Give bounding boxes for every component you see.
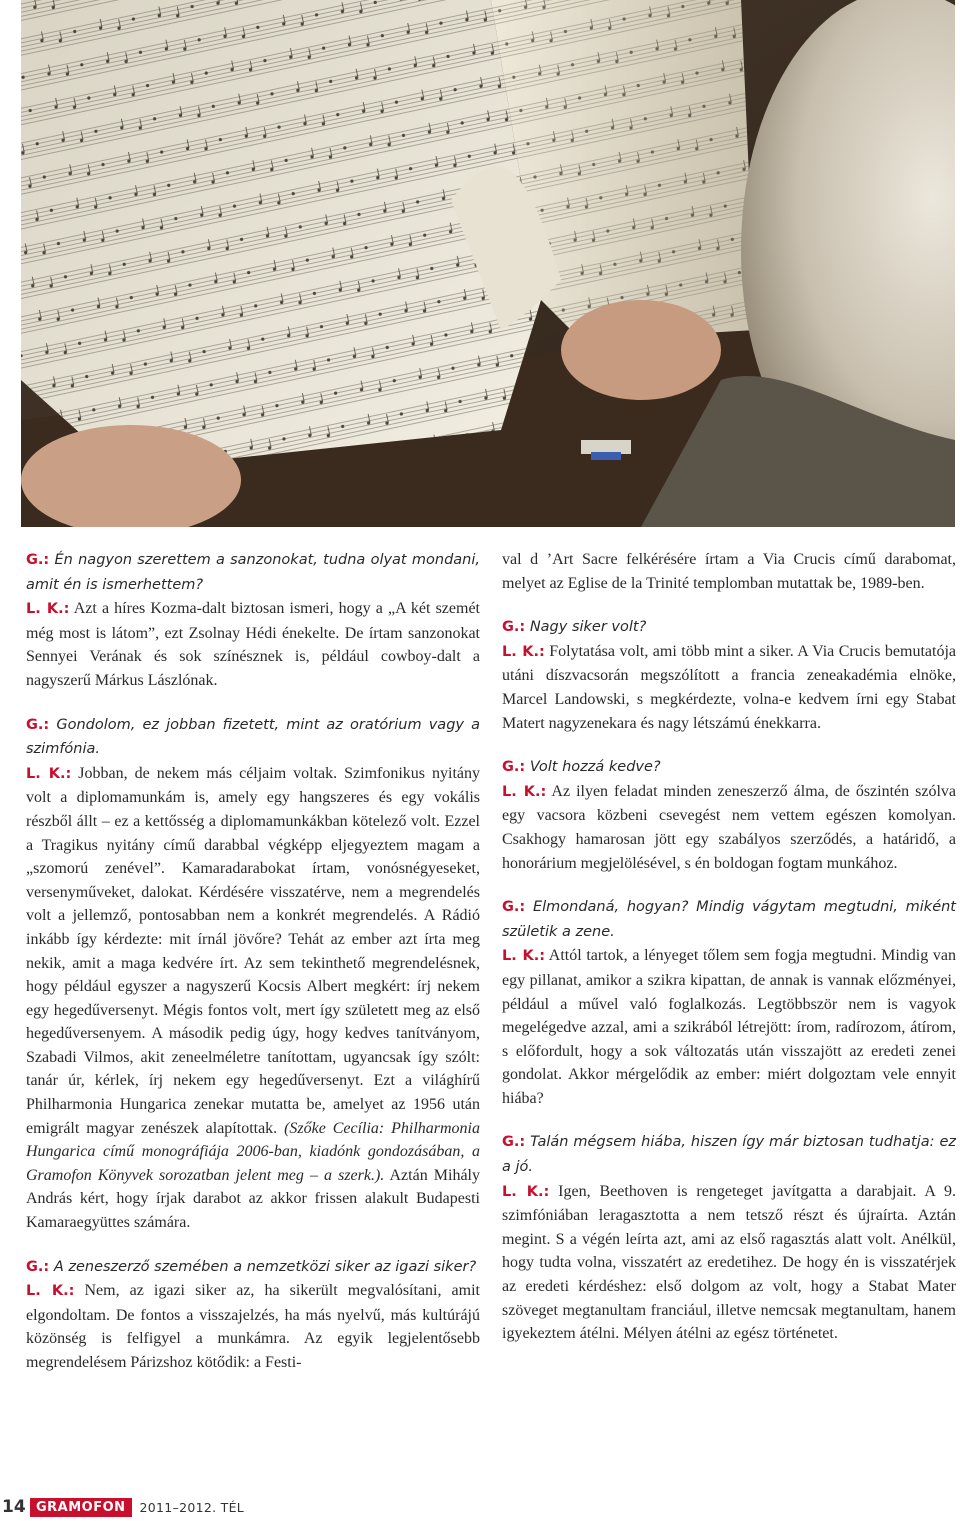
- interview-para: G.: Nagy siker volt?: [502, 619, 647, 636]
- interview-column-left: [26, 548, 480, 1375]
- interview-para: G.: A zeneszerző szemében a nemzetközi siker az igazi siker?: [26, 1258, 477, 1275]
- interview-para: G.: Én nagyon szerettem a sanzonokat, tudna olyat mondani, amit én is ismerhettem?: [26, 552, 480, 593]
- interview-para: G.: Elmondaná, hogyan? Mindig vágytam megtudni, miként születik a zene.: [502, 899, 956, 940]
- issue-label: 2011–2012. TÉL: [139, 1499, 245, 1515]
- interview-para: G.: Gondolom, ez jobban fizetett, mint az oratórium vagy a szimfónia.: [26, 716, 480, 758]
- interview-para: L. K.: Jobban, de nekem más céljaim voltak. Szimfonikus nyitány volt a diplomamunkám is, amely egy hangszeres és egy vokális részből állt – ez a kettősség a diplomamunkákban kötelező volt. Ezzel a Tragikus nyitány című darabbal végképp eljegyeztem magam a „szomorú zenével”. Kamaradarabokat írtam, vonósnégyeseket, versenyműveket, dalokat. Kérdésére visszatérve, nem a megrendelés volt a jellemző, pontosabban nem a konkrét megrendelés. A Rádió inkább így kérdezte: mit írnál jövőre? Tehát az ember azt írta meg nekik, amit a maga kedvére írt. Az sem tekinthető megrendelésnek, hogy például egyszer a nagyszerű Kocsis Albert megkért: írj nekem egy hegedűversenyt. Mégis fontos volt, mert így született meg az első hegedűversenyem. A második pedig úgy, hogy kedves tanítványom, Szabadi Vilmos, akit zeneelméletre tanítottam, ugyancsak így szólt: tanár úr, kérlek, írj nekem egy hegedűversenyt. Ezt a világhírű Philharmonia Hungarica zenekar mutatta be, amelyet az 1956 után emigrált magyar zenészek alapítottak. (Szőke Cecília: Philharmonia Hungarica című monográfiája 2006-ban, kiadónk gondozásában, a Gramofon Könyvek sorozatban jelent meg – a szerk.). Aztán Mihály András kért, hogy írjak darabot az akkor frissen alakult Budapesti Kamaraegyüttes számára.: [26, 764, 481, 1232]
- interview-para: G.: Talán mégsem hiába, hiszen így már biztosan tudhatja: ez a jó.: [502, 1134, 956, 1176]
- interview-para: L. K.: Folytatása volt, ami több mint a siker. A Via Crucis bemutatója utáni díszvacsorán megszólított a francia zeneakadémia elnöke, Marcel Landowski, s megkérdezte, volna-e kedvem írni egy Stabat Matert nagyzenekara és nagy létszámú énekkarra.: [502, 642, 957, 732]
- interview-para: L. K.: Az ilyen feladat minden zeneszerző álma, de őszintén szólva egy vacsora közbeni csevegést nem vettem egészen komolyan. Csakhogy hamarosan jött egy szabályos szerződés, a határidő, a honorárium megjelölésével, s én boldogan fogtam munkához.: [502, 782, 956, 872]
- interview-para: L. K.: Attól tartok, a lényeget tőlem sem fogja megtudni. Mindig van egy pillanat, amikor a szikra kipattan, de annak is vannak előzményei, például a művel való foglalkozás. Legtöbbször nem is vagyok megelégedve azzal, ami a szikrából létrejött: írom, radírozom, átírom, s előfordult, hogy a sok változatás után visszajött az eredeti zenei gondolat. Akkor mérgelődik az ember: miért dolgoztam vele ennyit hiába?: [502, 947, 957, 1107]
- interview-para: L. K.: Azt a híres Kozma-dalt biztosan ismeri, hogy a „A két szemét még most is látom”, ezt Zsolnay Hédi énekelte. De írtam sanzonokat Sennyei Verának és sok színésznek is, például cowboy-dalt a nagyszerű Márkus Lászlónak.: [26, 600, 480, 689]
- interview-para: L. K.: Igen, Beethoven is rengeteget javítgatta a darabjait. A 9. szimfóniában leragasztotta a nem tetsző részt és újraírta. Aztán megint. S a végén leírta azt, ami az első ragasztás alatt volt. Anélkül, hogy tudta volna, visszatért az eredetihez. De hogy én is visszatérjek az eredeti kérdéshez: első dolgom az volt, hogy a Stabat Mater szöveget megtanultam franciául, illetve nemcsak megtanultam, hanem igyekeztem átélni. Mélyen átélni az egész történetet.: [502, 1182, 956, 1343]
- interview-column-right: [502, 548, 956, 1346]
- interview-para: L. K.: Nem, az igazi siker az, ha sikerült megvalósítani, amit elgondoltam. De fontos a visszajelzés, ha más nyelvű, más kultúrájú közönség is felfigyel a munkámra. Az egyik legjelentősebb megrendelésem Párizshoz kötődik: a Festi-: [26, 1282, 480, 1371]
- interview-para: val d ’Art Sacre felkérésére írtam a Via Crucis című darabomat, melyet az Eglise de la Trinité templomban mutattak be, 1989-ben.: [502, 551, 956, 592]
- page-number: 14: [2, 1497, 26, 1517]
- interview-para: G.: Volt hozzá kedve?: [502, 759, 661, 776]
- magazine-logo: GRAMOFON: [30, 1498, 132, 1517]
- page-footer: [0, 1496, 400, 1518]
- score-reading-photo: [21, 0, 955, 527]
